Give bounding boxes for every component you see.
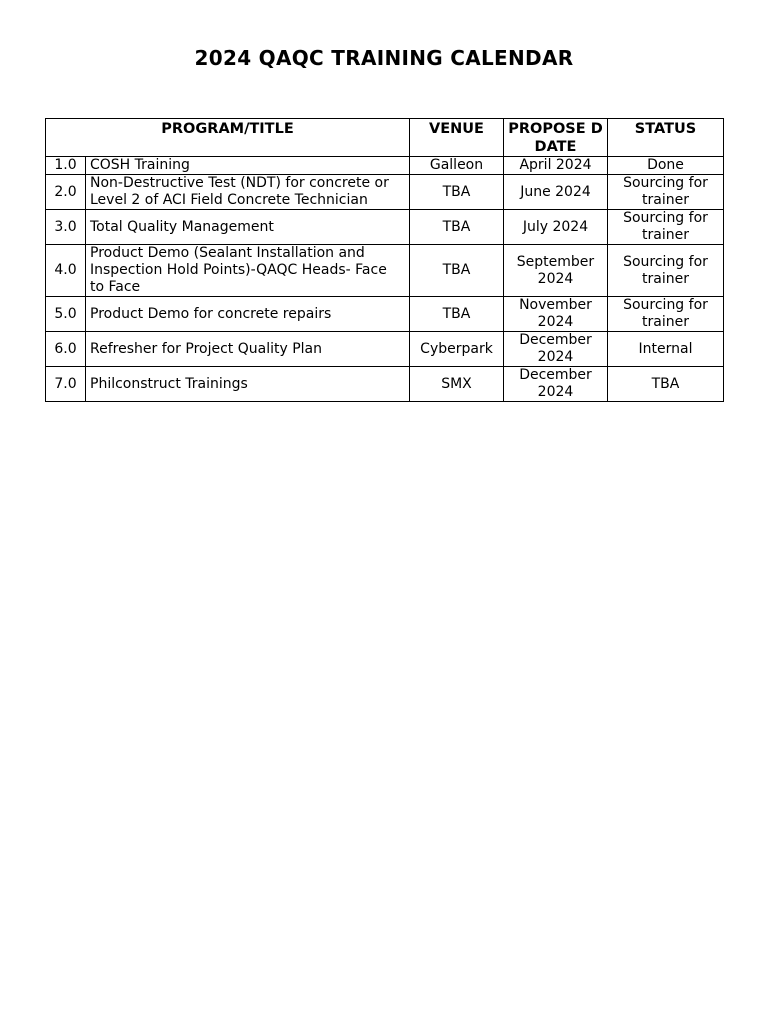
program-title: COSH Training	[86, 157, 410, 175]
header-program-title: PROGRAM/TITLE	[46, 119, 410, 157]
program-title: Product Demo (Sealant Installation and Inspection Hold Points)-QAQC Heads- Face to Face	[86, 245, 410, 297]
row-number: 5.0	[46, 297, 86, 332]
table-row	[46, 367, 724, 402]
training-calendar-table	[45, 118, 724, 402]
program-title: Total Quality Management	[86, 210, 410, 245]
venue-cell: SMX	[410, 367, 504, 402]
date-cell: June 2024	[504, 175, 608, 210]
table-row	[46, 297, 724, 332]
venue-cell: TBA	[410, 175, 504, 210]
table-header-row	[46, 119, 724, 157]
row-number: 7.0	[46, 367, 86, 402]
row-number: 6.0	[46, 332, 86, 367]
row-number: 2.0	[46, 175, 86, 210]
status-cell: Sourcing for trainer	[608, 245, 724, 297]
status-cell: Done	[608, 157, 724, 175]
header-venue: VENUE	[410, 119, 504, 157]
header-status: STATUS	[608, 119, 724, 157]
row-number: 1.0	[46, 157, 86, 175]
venue-cell: Cyberpark	[410, 332, 504, 367]
date-cell: November 2024	[504, 297, 608, 332]
date-cell: April 2024	[504, 157, 608, 175]
table-row	[46, 210, 724, 245]
table-row	[46, 245, 724, 297]
status-cell: Sourcing for trainer	[608, 210, 724, 245]
status-cell: Sourcing for trainer	[608, 297, 724, 332]
table-row	[46, 157, 724, 175]
program-title: Philconstruct Trainings	[86, 367, 410, 402]
venue-cell: TBA	[410, 210, 504, 245]
date-cell: December 2024	[504, 332, 608, 367]
program-title: Refresher for Project Quality Plan	[86, 332, 410, 367]
venue-cell: Galleon	[410, 157, 504, 175]
venue-cell: TBA	[410, 297, 504, 332]
date-cell: December 2024	[504, 367, 608, 402]
status-cell: Internal	[608, 332, 724, 367]
program-title: Product Demo for concrete repairs	[86, 297, 410, 332]
program-title: Non-Destructive Test (NDT) for concrete or Level 2 of ACI Field Concrete Technician	[86, 175, 410, 210]
row-number: 3.0	[46, 210, 86, 245]
status-cell: TBA	[608, 367, 724, 402]
status-cell: Sourcing for trainer	[608, 175, 724, 210]
table-row	[46, 175, 724, 210]
row-number: 4.0	[46, 245, 86, 297]
page-title: 2024 QAQC TRAINING CALENDAR	[194, 46, 574, 70]
table-row	[46, 332, 724, 367]
date-cell: July 2024	[504, 210, 608, 245]
venue-cell: TBA	[410, 245, 504, 297]
date-cell: September 2024	[504, 245, 608, 297]
header-proposed-date: PROPOSE D DATE	[504, 119, 608, 157]
